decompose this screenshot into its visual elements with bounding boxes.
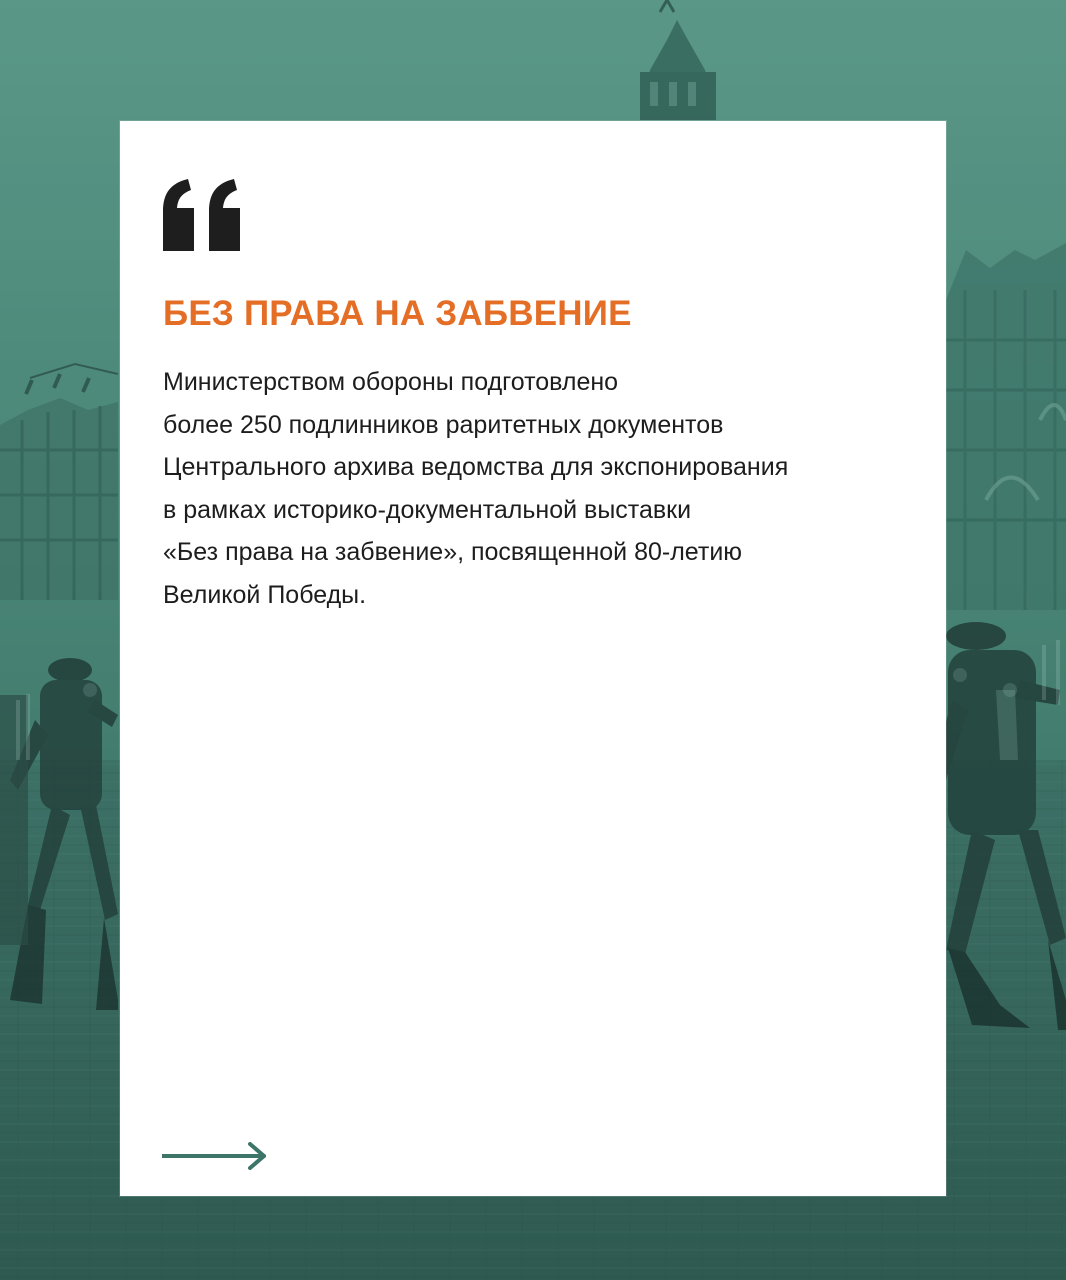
page-title: БЕЗ ПРАВА НА ЗАБВЕНИЕ: [163, 294, 632, 333]
quote-icon: [163, 179, 243, 251]
arrow-right-icon[interactable]: [162, 1139, 270, 1173]
body-text: Министерством обороны подготовлено более 250 подлинников раритетных документов Центрального архива ведомства для экспонирования в рамках историко-документальной выставки «Без права на забвение», посвященной 80-летию Великой Победы.: [163, 368, 789, 609]
content-card: [120, 121, 946, 1196]
